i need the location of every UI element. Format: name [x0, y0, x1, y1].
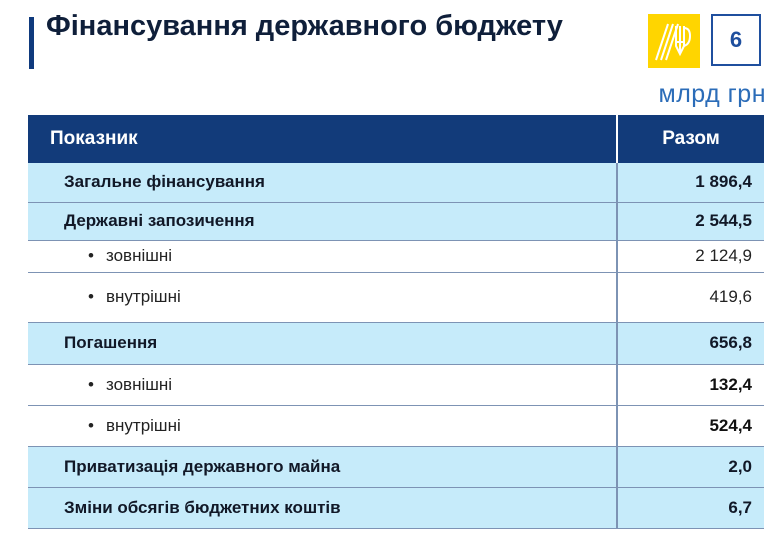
- row-value: 524,4: [617, 405, 764, 446]
- row-label: Погашення: [28, 322, 617, 364]
- column-header-indicator: Показник: [28, 115, 617, 163]
- table-header-row: [28, 115, 764, 163]
- table-row: [28, 487, 764, 528]
- bullet-icon: •: [88, 415, 94, 435]
- table-row: [28, 272, 764, 322]
- row-value: 656,8: [617, 322, 764, 364]
- table-row: [28, 364, 764, 405]
- table-row: [28, 446, 764, 487]
- row-value: 2,0: [617, 446, 764, 487]
- table-row: [28, 163, 764, 202]
- row-value: 2 124,9: [617, 240, 764, 272]
- row-label-text: внутрішні: [106, 415, 181, 435]
- row-label: [28, 364, 617, 405]
- row-value: 1 896,4: [617, 163, 764, 202]
- row-label: Загальне фінансування: [28, 163, 617, 202]
- row-label: [28, 240, 617, 272]
- row-value: 6,7: [617, 487, 764, 528]
- row-value: 132,4: [617, 364, 764, 405]
- row-label: Державні запозичення: [28, 202, 617, 240]
- table-row: [28, 405, 764, 446]
- table-row: [28, 240, 764, 272]
- row-label: [28, 272, 617, 322]
- page-number: 6: [711, 14, 761, 66]
- row-value: 419,6: [617, 272, 764, 322]
- bullet-icon: •: [88, 374, 94, 394]
- row-label: [28, 405, 617, 446]
- row-label-text: внутрішні: [106, 287, 181, 306]
- bullet-icon: •: [88, 246, 94, 265]
- row-label-text: зовнішні: [106, 246, 173, 265]
- unit-label: млрд грн: [658, 80, 766, 108]
- row-value: 2 544,5: [617, 202, 764, 240]
- financing-table: [28, 115, 764, 529]
- row-label-text: зовнішні: [106, 374, 173, 394]
- table-row: [28, 202, 764, 240]
- column-header-total: Разом: [617, 115, 764, 163]
- page-title: Фінансування державного бюджету: [46, 10, 563, 42]
- table-row: [28, 322, 764, 364]
- title-accent-bar: [29, 17, 34, 69]
- bullet-icon: •: [88, 287, 94, 306]
- row-label: Приватизація державного майна: [28, 446, 617, 487]
- row-label: Зміни обсягів бюджетних коштів: [28, 487, 617, 528]
- coat-of-arms-icon: [648, 14, 700, 68]
